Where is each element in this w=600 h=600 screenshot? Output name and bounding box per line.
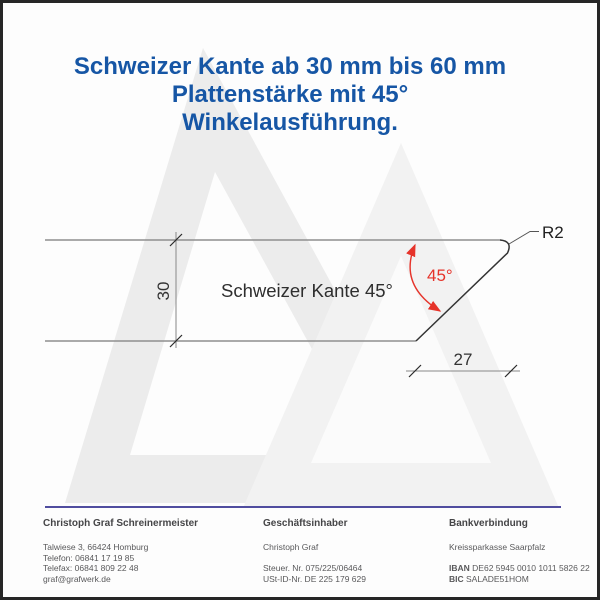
iban-label: IBAN [449, 563, 470, 574]
bank-name: Kreissparkasse Saarpfalz [449, 542, 546, 552]
owner-name: Christoph Graf [263, 542, 319, 552]
radius-label: R2 [542, 223, 564, 242]
vat-id: USt-ID-Nr. DE 225 179 629 [263, 574, 366, 585]
title-line-2: Plattenstärke mit 45° [171, 81, 409, 108]
title-line-1: Schweizer Kante ab 30 mm bis 60 mm [73, 53, 507, 80]
company-email[interactable]: graf@grafwerk.de [43, 574, 111, 585]
footer-divider [45, 506, 561, 508]
footer-owner-column [263, 518, 366, 585]
page-title [23, 53, 557, 137]
company-address: Talwiese 3, 66424 Homburg [43, 542, 149, 552]
chamfer-width-dimension-value: 27 [453, 350, 473, 369]
footer-bank-column [449, 518, 590, 585]
title-line-3: Winkelausführung. [182, 109, 398, 136]
spacer-line [449, 553, 590, 564]
radius-leader-line [509, 232, 539, 245]
tax-number: Steuer. Nr. 075/225/06464 [263, 563, 363, 574]
spacer-line [263, 553, 366, 564]
bic-line [449, 574, 590, 585]
bic-label: BIC [449, 574, 464, 585]
iban-line [449, 563, 590, 574]
company-name: Christoph Graf Schreinermeister [43, 518, 199, 529]
bic-value: SALADE51HOM [466, 574, 529, 585]
company-phone: Telefon: 06841 17 19 85 [43, 552, 135, 563]
company-fax: Telefax: 06841 809 22 48 [43, 563, 139, 574]
iban-value: DE62 5945 0010 1011 5826 22 [472, 563, 590, 574]
thickness-dimension-value: 30 [154, 281, 173, 301]
drawing-caption: Schweizer Kante 45° [221, 280, 393, 301]
owner-header: Geschäftsinhaber [263, 518, 348, 529]
bank-header: Bankverbindung [449, 518, 528, 529]
footer-company-column [43, 518, 198, 585]
angle-value-label: 45° [427, 266, 453, 285]
